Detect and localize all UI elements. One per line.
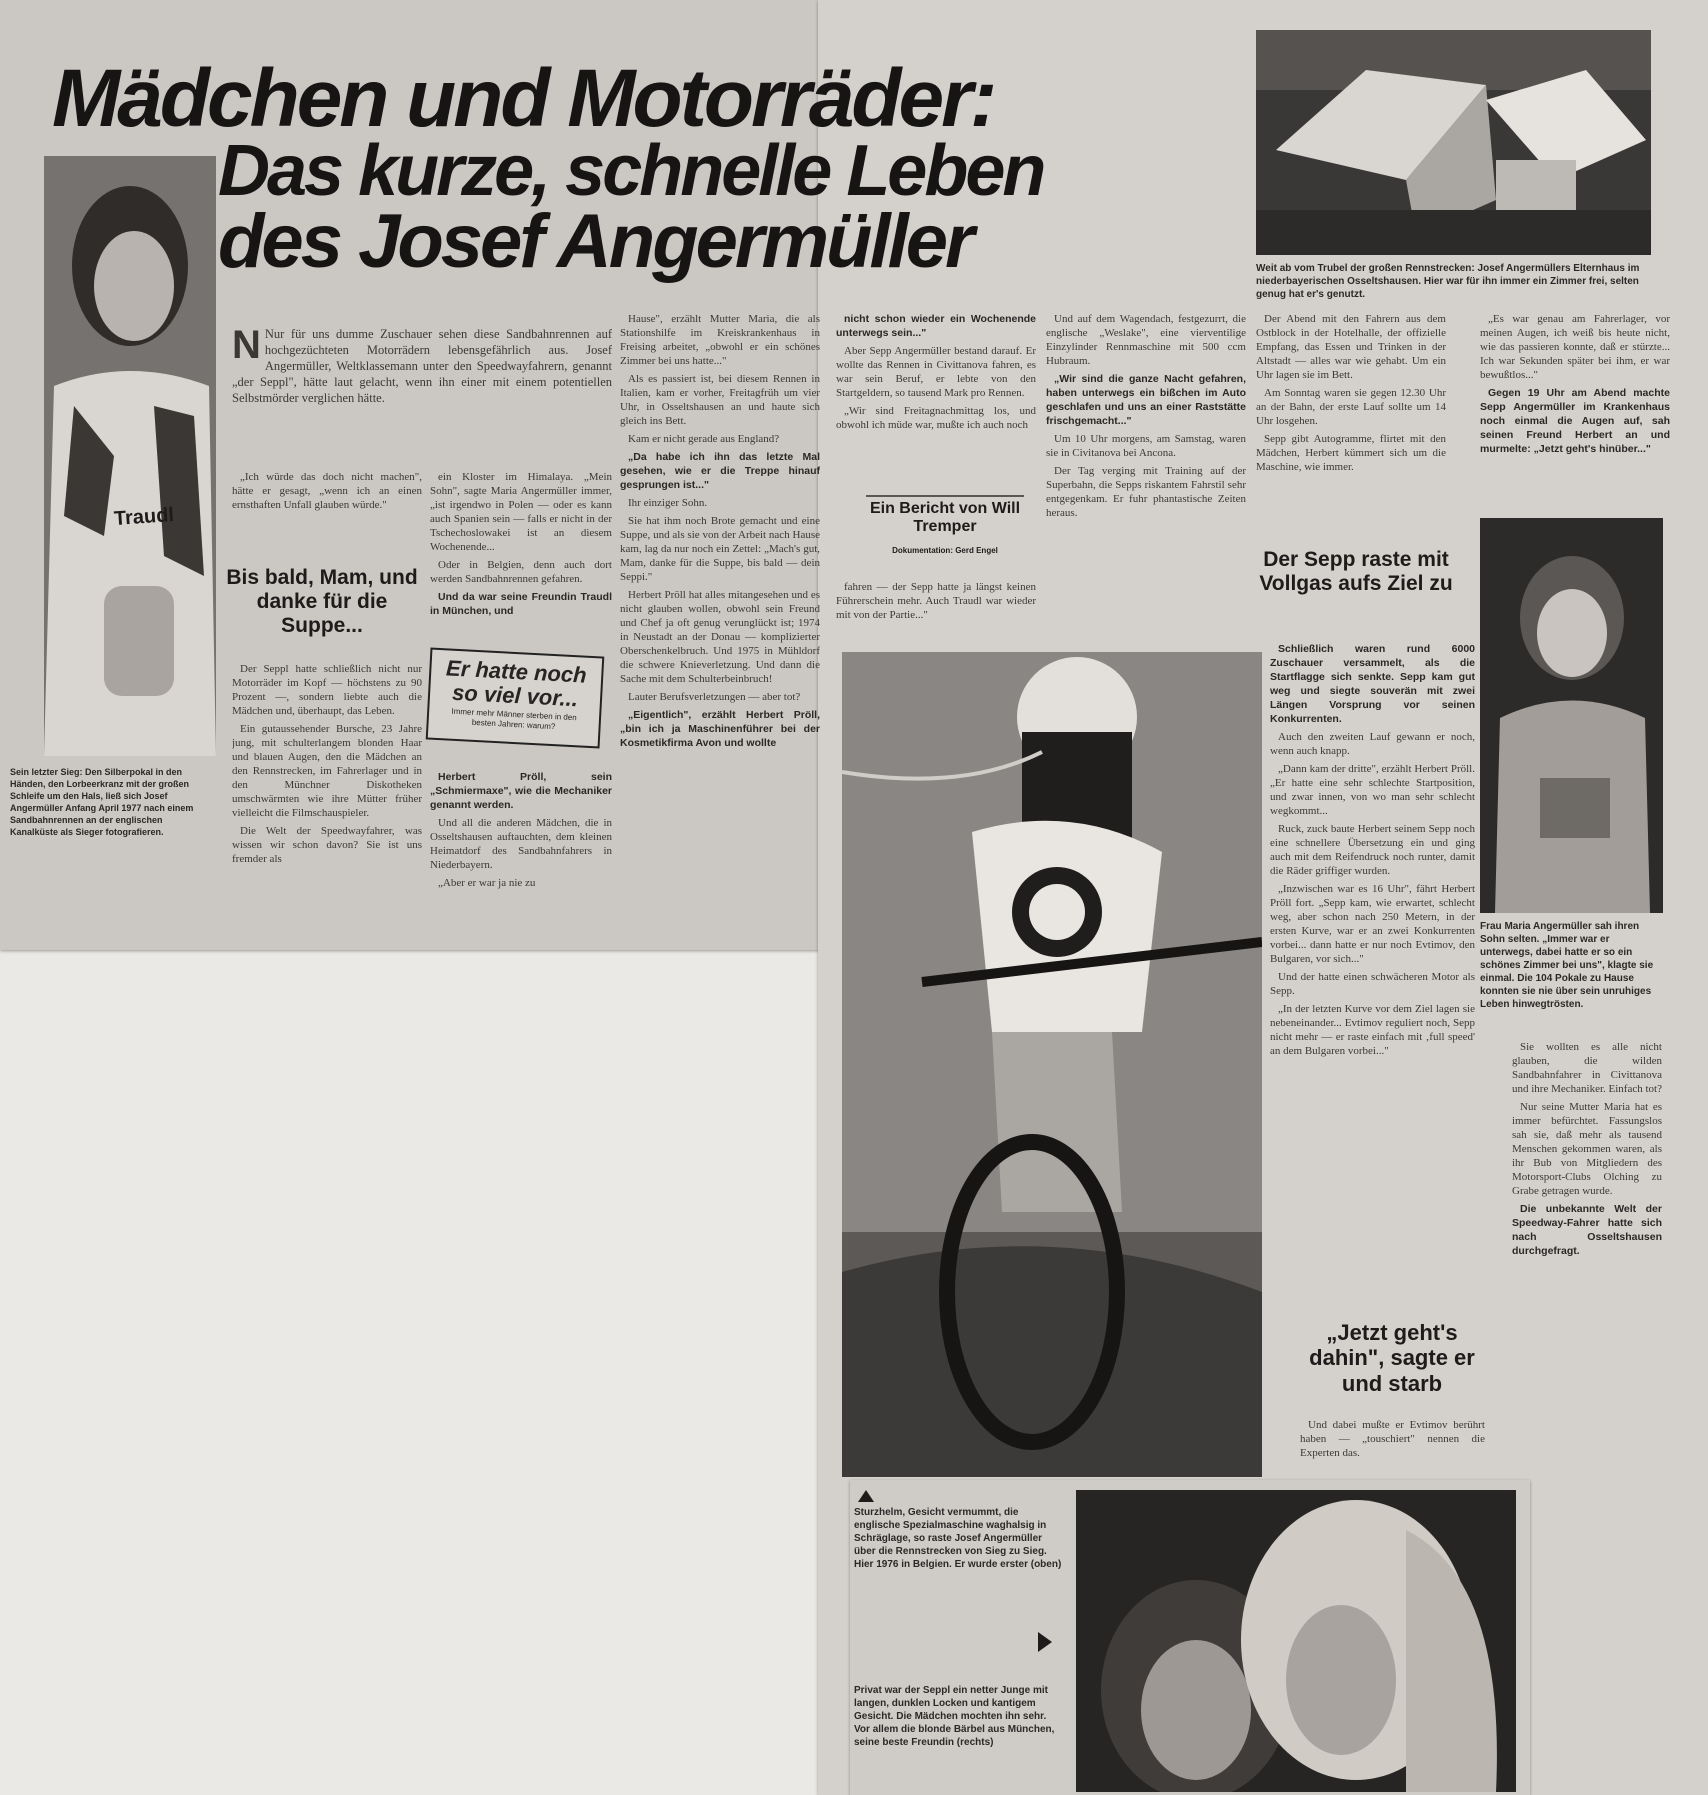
col8-p3: Ruck, zuck baute Herbert seinem Sepp noch eine schnellere Übersetzung ein und ging auch mit dem Reifendruck noch runter, damit die Räder griffiger wurden. [1270,823,1475,877]
col8-p2: „Dann kam der dritte", erzählt Herbert Pröll. „Er hatte eine sehr schlechte Startposition, und zwar innen, von wo man sehr schlecht wegkommt... [1270,763,1475,817]
column-2b [430,770,612,914]
col2-p1: ein Kloster im Himalaya. „Mein Sohn", sagte Maria Angermüller immer, „ist irgendwo in Polen — oder es kann auch Spanien sein — falls er nicht in der Tschechoslowakei ist an diesem Wochenende... [430,471,612,553]
col3-p7: Lauter Berufsverletzungen — aber tot? [628,691,801,703]
arrow-up-icon [858,1490,874,1502]
col8-p5: Und der hatte einen schwächeren Motor als Sepp. [1270,971,1475,997]
col3-p6: Herbert Pröll hat alles mitangesehen und es nicht glauben wollen, obwohl sein Freund und Chef ja oft genug verunglückt ist; 1974 in Neustadt an der Donau — komplizierter Oberschenkelbruch. Und 1975 in Mühldorf die schwere Knieverletzung. Und dann die Sache mit dem Schulterbeinbruch! [620,589,820,685]
col10-p2: Nur seine Mutter Maria hat es immer befürchtet. Fassungslos sah sie, daß mehr als tausend Menschen gekommen waren, als ihr Bub von Mitgliedern des Motorsport-Clubs Olching zu Grabe getragen wurde. [1512,1101,1662,1197]
mother-photo [1480,518,1663,913]
col5-bold: „Wir sind die ganze Nacht gefahren, haben unterwegs ein bißchen im Auto geschlafen und uns an einer Raststätte frischgemacht..." [1046,373,1246,427]
column-5 [1046,312,1246,562]
col7-bold: Gegen 19 Uhr am Abend machte Sepp Angermüller im Krankenhaus noch einmal die Augen auf, sah seinen Freund Herbert an und murmelte: „Jetzt geht's hinüber..." [1480,387,1670,455]
column-1c [232,662,422,914]
subhead-der-sepp: Der Sepp raste mit Vollgas aufs Ziel zu [1259,548,1453,596]
col6-p3: Sepp gibt Autogramme, flirtet mit den Mädchen, Herbert kümmert sich um die Maschine, wie immer. [1256,433,1446,473]
col3-bold: „Da habe ich ihn das letzte Mal gesehen, wie er die Treppe hinauf gesprungen ist..." [620,451,820,491]
col5-p2: Um 10 Uhr morgens, am Samstag, waren sie in Civitanova bei Ancona. [1046,433,1246,459]
col7-p1: „Es war genau am Fahrerlager, vor meinen Augen, ich weiß bis heute nicht, wie das passieren konnte, daß er stürzte... Ich war Sekunden später bei ihm, er war bewußtlos..." [1480,313,1670,381]
house-photo [1256,30,1651,255]
column-4 [836,312,1036,497]
column-3 [620,312,820,912]
byline-rule-top [866,495,1024,497]
race-photo [842,652,1262,1477]
col1-p2: Der Seppl hatte schließlich nicht nur Motorräder im Kopf — höchstens zu 90 Prozent —, sondern liebte auch die Mädchen und, überhaupt, das Leben. [232,663,422,717]
headline-line3: des Josef Angermüller [218,199,972,284]
col3-p1: Hause", erzählt Mutter Maria, die als Stationshilfe im Kreiskrankenhaus in Freising arbeitet, „obwohl er ein schönes Zimmer bei uns hatte..." [620,313,820,367]
er-hatte-title: Er hatte noch so viel vor... [445,655,588,712]
col4-p1: Aber Sepp Angermüller bestand darauf. Er wollte das Rennen in Civittanova fahren, es war sein Beruf, er lebte von den Startgeldern, so tausend Mark pro Rennen. [836,345,1036,399]
col2-p2: Oder in Belgien, denn auch dort werden Sandbahnrennen gefahren. [430,559,612,585]
col1-p3: Ein gutaussehender Bursche, 23 Jahre jung, mit schulterlangem blonden Haar und blauen Augen, den die Mädchen an den Rennstrecken, im Fahrerlager und in den Münchner Diskotheken umschwärmten wie ihre Mütter früher vielleicht die Filmschauspieler. [232,723,422,819]
col6-p2: Am Sonntag waren sie gegen 12.30 Uhr an der Bahn, der erste Lauf sollte um 14 Uhr losgehen. [1256,387,1446,427]
caption-house: Weit ab vom Trubel der großen Rennstrecken: Josef Angermüllers Elternhaus im niederbayerischen Osseltshausen. Hier war für ihn immer ein Zimmer frei, selten genug hat er's genutzt. [1256,263,1640,300]
col1-quote: „Ich würde das doch nicht machen", hätte er gesagt, „wenn ich an einen ernsthaften Unfall glauben würde." [232,471,422,511]
subhead-bis-bald: Bis bald, Mam, und danke für die Suppe... [226,566,418,638]
col8-p1: Auch den zweiten Lauf gewann er noch, wenn auch knapp. [1270,731,1475,757]
col2-p5: „Aber er war ja nie zu [438,877,536,889]
col1-p4: Die Welt der Speedwayfahrer, was wissen wir schon davon? Sie ist uns fremder als [232,825,422,865]
caption-race: Sturzhelm, Gesicht vermummt, die englische Spezialmaschine waghalsig in Schräglage, so raste Josef Angermüller über die Rennstrecken von Sieg zu Sieg. Hier 1976 in Belgien. Er wurde erster (oben) [854,1507,1062,1570]
jersey-text: Traudl [113,503,175,531]
col4-p2: „Wir sind Freitagnachmittag los, und obwohl ich müde war, mußte ich auch noch [836,405,1036,431]
caption-portrait: Sein letzter Sieg: Den Silberpokal in den Händen, den Lorbeerkranz mit der großen Schleife um den Hals, ließ sich Josef Angermüller Anfang April 1977 nach einem Sandbahnrennen an der englischen Kanalküste als Sieger fotografieren. [10,767,194,837]
column-2 [430,470,612,630]
column-10 [1512,1040,1662,1280]
column-1b [232,470,422,565]
col9-p1: Und dabei mußte er Evtimov berührt haben — „touschiert" nennen die Experten das. [1300,1419,1485,1459]
col8-p6: „In der letzten Kurve vor dem Ziel lagen sie nebeneinander... Evtimov reguliert noch, Sepp nicht mehr — er raste einfach mit ‚full speed' an dem Bulgaren vorbei..." [1270,1003,1475,1057]
column-1: N Nur für uns dumme Zuschauer sehen diese Sandbahnrennen auf hochgezüchteten Motorrädern lebensgefährlich aus. Josef Angermüller, Weltklassemann unter den Speedwayfahrern, genannt „der Seppl", hätte laut gelacht, wenn ihn einer mit einem potentiellen Selbstmörder verglichen hätte. [232,326,612,405]
headline-line2: Das kurze, schnelle Leben [218,131,1044,211]
col2-p3: Herbert Pröll, sein „Schmiermaxe", wie die Mechaniker genannt werden. [430,771,612,811]
col3-p4: Ihr einziger Sohn. [628,497,708,509]
col1-intro: Nur für uns dumme Zuschauer sehen diese Sandbahnrennen auf hochgezüchteten Motorrädern lebensgefährlich aus. Josef Angermüller, Weltklassemann unter den Speedwayfahrern, genannt „der Seppl", hätte laut gelacht, wenn ihn einer mit einem potentiellen Selbstmörder verglichen hätte. [232,327,612,405]
col2-p4: Und all die anderen Mädchen, die in Osseltshausen auftauchten, dem kleinen Heimatdorf des Sandbahnfahrers in Niederbayern. [430,817,612,871]
couple-photo [1076,1490,1516,1792]
col3-p3: Kam er nicht gerade aus England? [628,433,780,445]
col2-bold: Und da war seine Freundin Traudl in München, und [430,591,612,617]
subhead-jetzt-gehts: „Jetzt geht's dahin", sagte er und starb [1309,1320,1475,1396]
column-9 [1300,1418,1485,1478]
col4-p3: fahren — der Sepp hatte ja längst keinen Führerschein mehr. Auch Traudl war wieder mit von der Partie..." [836,581,1036,621]
col10-p1: Sie wollten es alle nicht glauben, die wilden Sandbahnfahrer in Civittanova und ihre Mechaniker. Einfach tot? [1512,1041,1662,1095]
er-hatte-sub: Immer mehr Männer sterben in den besten Jahren: warum? [451,706,577,732]
er-hatte-box [426,648,605,749]
col4-bold: nicht schon wieder ein Wochenende unterwegs sein..." [836,313,1036,339]
arrow-right-icon [1038,1632,1052,1652]
column-8 [1270,642,1475,1302]
col3-bold2: „Eigentlich", erzählt Herbert Pröll, „bin ich ja Maschinenführer bei der Kosmetikfirma Avon und wollte [620,709,820,749]
col3-p5: Sie hat ihm noch Brote gemacht und eine Suppe, und als sie von der Arbeit nach Hause kam, lag da nur noch ein Zettel: „Mach's gut, Mam, danke für die Suppe, bis bald — dein Seppi." [620,515,820,583]
col6-p1: Der Abend mit den Fahrern aus dem Ostblock in der Hotelhalle, der offizielle Empfang, das Essen und Trinken in der Altstadt — alles war wie gehabt. Um ein Uhr lagen sie im Bett. [1256,313,1446,381]
col3-p2: Als es passiert ist, bei diesem Rennen in Italien, kam er vorher, Freitagfrüh um vier Uhr, in Osseltshausen an und haute sich gleich ins Bett. [620,373,820,427]
headline-line1: Mädchen und Motorräder: [52,53,995,144]
portrait-photo [44,156,216,756]
column-6 [1256,312,1446,542]
caption-mother: Frau Maria Angermüller sah ihren Sohn selten. „Immer war er unterwegs, dabei hatte er so ein schönes Zimmer bei uns", klagte sie einmal. Die 104 Pokale zu Hause konnten sie nie über sein unruhiges Leben hinwegtrösten. [1480,921,1654,1010]
column-4b [836,580,1036,640]
col5-p3: Der Tag verging mit Training auf der Superbahn, die Sepps riskantem Fahrstil sehr entgegenkam. Er fuhr phantastische Zeiten heraus. [1046,465,1246,519]
col8-bold: Schließlich waren rund 6000 Zuschauer versammelt, als die Startflagge sich senkte. Sepp kam gut weg und siegte souverän mit zwei Längen Vorsprung vor seinen Konkurrenten. [1270,643,1475,725]
byline-title: Ein Bericht von Will Tremper [869,500,1021,536]
column-7 [1480,312,1670,502]
col10-bold: Die unbekannte Welt der Speedway-Fahrer hatte sich nach Osseltshausen durchgefragt. [1512,1203,1662,1257]
col8-p4: „Inzwischen war es 16 Uhr", fährt Herbert Pröll fort. „Sepp kam, wie erwartet, schlecht weg, aber schon nach 250 Metern, in der ersten Kurve, war er an zwei Konkurrenten vorbei... dann hatte er nur noch Evtimov, den Bulgaren, vor sich..." [1270,883,1475,965]
caption-private: Privat war der Seppl ein netter Junge mit langen, dunklen Locken und kantigem Gesicht. Die Mädchen mochten ihn sehr. Vor allem die blonde Bärbel aus München, seine beste Freundin (rechts) [854,1685,1055,1748]
col5-p1: Und auf dem Wagendach, festgezurrt, die englische „Weslake", eine vierventilige Einzylinder Rennmaschine mit 500 ccm Hubraum. [1046,313,1246,367]
byline-doc: Dokumentation: Gerd Engel [892,546,998,555]
